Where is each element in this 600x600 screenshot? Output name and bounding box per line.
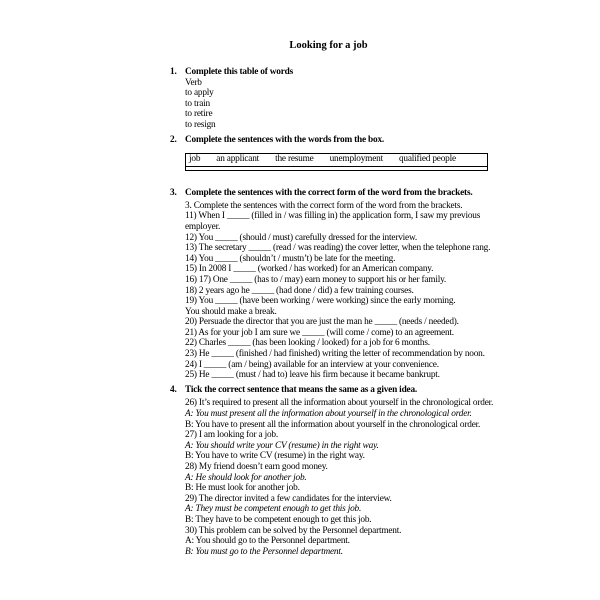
box-word: qualified people <box>398 154 456 165</box>
section-3 <box>170 188 515 381</box>
section-1-title: Complete this table of words <box>185 67 294 77</box>
box-word: the resume <box>275 154 314 165</box>
words-box <box>185 153 488 171</box>
option-b-line: B: He must look for another job. <box>185 483 300 494</box>
sentence-line: 18) 2 years ago he _____ (had done / did) a few training courses. <box>185 285 414 296</box>
section-1-number: 1. <box>170 67 177 77</box>
prompt-line: 28) My friend doesn’t earn good money. <box>185 462 328 472</box>
prompt-line: 29) The director invited a few candidates for the interview. <box>185 493 392 504</box>
sentence-continuation-line: You should make a break. <box>185 306 277 317</box>
word-table-header: Verb <box>185 77 202 88</box>
page-title: Looking for a job <box>289 40 368 51</box>
section-3-title: Complete the sentences with the correct form of the word from the brackets. <box>185 188 473 199</box>
option-b-line: B: You have to write CV (resume) in the right way. <box>185 451 365 462</box>
section-2 <box>170 135 515 172</box>
section-2-number: 2. <box>170 134 177 145</box>
sentence-line: 11) When I _____ (filled in / was filling in) the application form, I saw my previous <box>185 211 481 222</box>
box-word: job <box>189 154 201 165</box>
option-a-line: A: You should go to the Personnel department. <box>185 536 350 547</box>
word-table-item: to resign <box>185 119 216 130</box>
sentence-line: 25) He _____ (must / had to) leave his firm because it became bankrupt. <box>185 370 440 381</box>
word-table-item: to apply <box>185 88 214 99</box>
sentence-line: 21) As for your job I am sure we _____ (will come / come) to an agreement. <box>185 327 454 338</box>
sentence-line: 14) You _____ (shouldn’t / mustn’t) be late for the meeting. <box>185 253 396 264</box>
prompt-line: 26) It’s required to present all the information about yourself in the chronological order. <box>185 398 494 409</box>
section-2-title: Complete the sentences with the words from the box. <box>185 134 385 145</box>
box-word: unemployment <box>329 154 383 165</box>
section-4 <box>170 385 515 558</box>
sentence-line: 19) You _____ (have been working / were working) since the early morning. <box>185 296 456 307</box>
section-2-heading <box>170 135 515 146</box>
section-3-heading <box>170 188 515 199</box>
section-3-number: 3. <box>170 188 177 199</box>
section-4-number: 4. <box>170 384 177 395</box>
section-4-title: Tick the correct sentence that means the same as a given idea. <box>185 384 418 395</box>
sentence-continuation-line: employer. <box>185 221 221 232</box>
word-table-item: to train <box>185 98 210 109</box>
section-4-sentences <box>170 398 515 557</box>
sentence-line: 15) In 2008 I _____ (worked / has worked) for an American company. <box>185 264 434 275</box>
section-1-heading <box>170 67 515 78</box>
sentence-intro-line: 3. Complete the sentences with the correct form of the word from the brackets. <box>185 200 463 211</box>
document-content <box>170 0 515 557</box>
option-a-line: A: You should write your CV (resume) in the right way. <box>185 440 379 451</box>
option-b-line: B: You must go to the Personnel department. <box>185 546 343 557</box>
sentence-line: 16) 17) One _____ (has to / may) earn money to support his or her family. <box>185 274 447 285</box>
words-box-row <box>186 154 487 167</box>
sentence-line: 22) Charles _____ (has been looking / looked) for a job for 6 months. <box>185 338 430 349</box>
option-b-line: B: You have to present all the information about yourself in the chronological order. <box>185 419 481 430</box>
word-table-item: to retire <box>185 109 213 120</box>
box-word: an applicant <box>216 154 260 165</box>
section-4-heading <box>170 385 515 396</box>
prompt-line: 30) This problem can be solved by the Personnel department. <box>185 525 402 536</box>
section-1 <box>170 67 515 131</box>
option-b-line: B: They have to be competent enough to get this job. <box>185 514 372 525</box>
option-a-line: A: You must present all the information about yourself in the chronological order. <box>185 409 472 420</box>
sentence-line: 23) He _____ (finished / had finished) writing the letter of recommendation by noon. <box>185 349 485 360</box>
sentence-line: 24) I _____ (am / being) available for an interview at your convenience. <box>185 359 439 370</box>
sentence-line: 13) The secretary _____ (read / was reading) the cover letter, when the telephone rang. <box>185 243 491 254</box>
sentence-line: 12) You _____ (should / must) carefully dressed for the interview. <box>185 232 418 243</box>
prompt-line: 27) I am looking for a job. <box>185 430 278 441</box>
sentence-line: 20) Persuade the director that you are just the man he _____ (needs / needed). <box>185 317 459 328</box>
section-3-sentences <box>170 201 515 381</box>
option-a-line: A: He should look for another job. <box>185 472 307 483</box>
option-a-line: A: They must be competent enough to get this job. <box>185 504 362 515</box>
